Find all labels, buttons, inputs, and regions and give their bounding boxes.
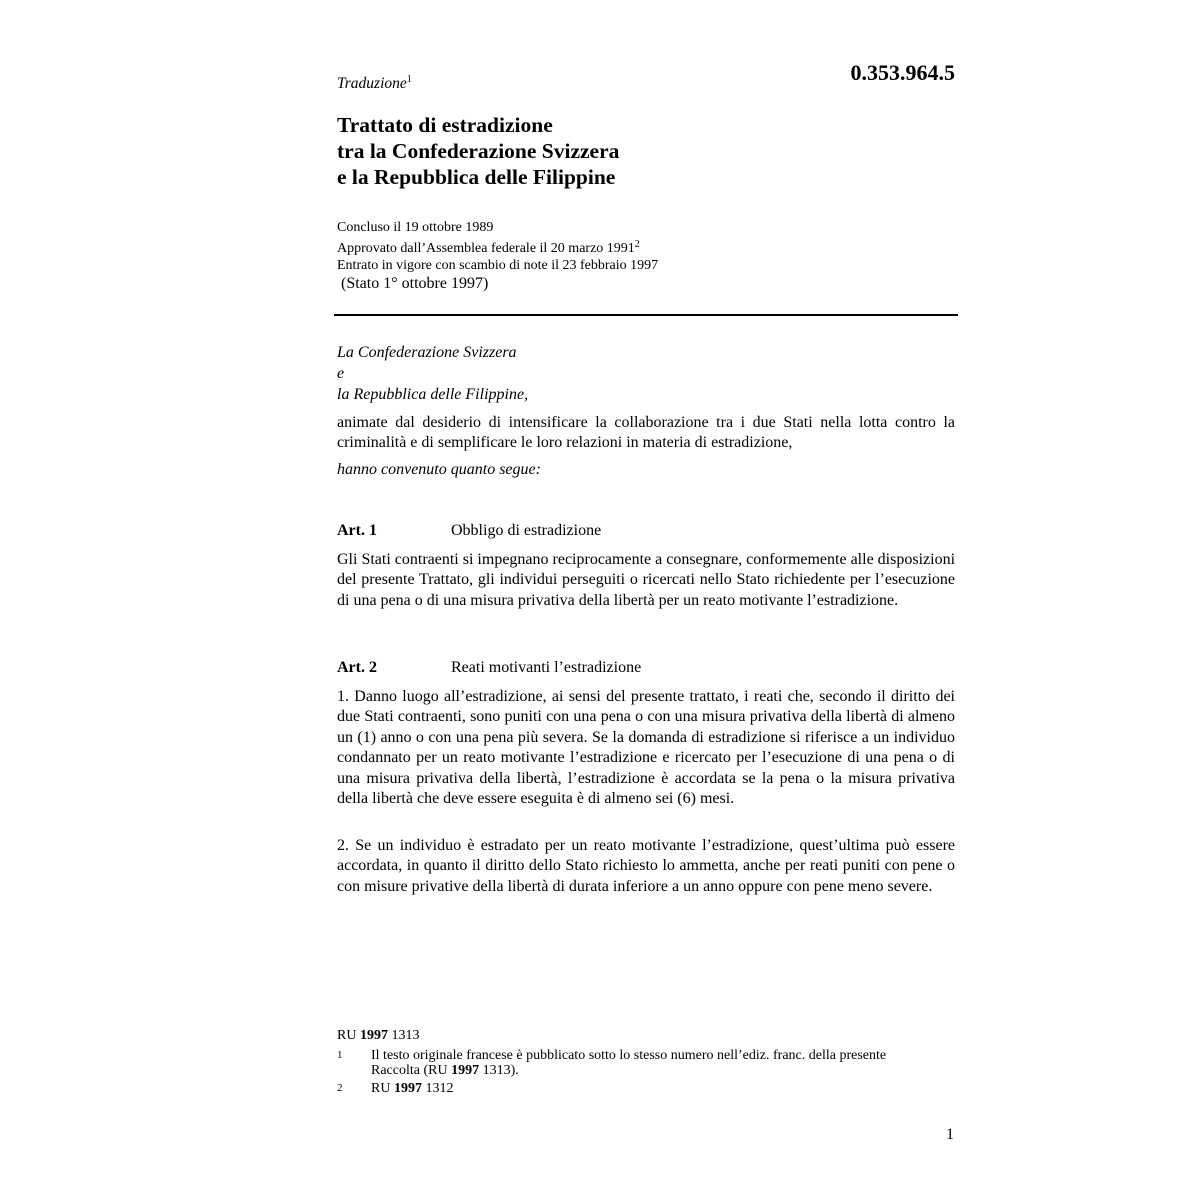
document-title	[337, 112, 619, 190]
status-date: (Stato 1° ottobre 1997)	[341, 275, 489, 292]
footnote-2-text-before: RU	[371, 1081, 391, 1096]
footnote-2-text-after: 1312	[425, 1081, 454, 1096]
header-divider	[334, 314, 958, 316]
article-2-title: Reati motivanti l’estradizione	[451, 659, 642, 676]
footnote-2-mark: 2	[337, 1082, 343, 1094]
footnote-2	[337, 1081, 937, 1096]
sr-number: 0.353.964.5	[850, 60, 955, 85]
article-2-paragraph-2: 2. Se un individuo è estradato per un reato motivante l’estradizione, quest’ultima può essere accordata, in quanto il diritto dello Stato richiesto lo ammetta, anche per reati puniti con pene o con misure privative della libertà di durata inferiore a un anno oppure con pene meno severe.	[337, 837, 955, 895]
title-line-2: tra la Confederazione Svizzera	[337, 139, 620, 163]
footnote-1-text	[371, 1048, 937, 1078]
footnote-ref-2[interactable]: 2	[634, 239, 640, 250]
article-1-title: Obbligo di estradizione	[451, 522, 602, 539]
preamble-party-1: La Confederazione Svizzera	[337, 344, 517, 361]
preamble-agreed: hanno convenuto quanto segue:	[337, 461, 541, 478]
title-line-1: Trattato di estradizione	[337, 113, 553, 137]
footnote-1-text-after: 1313).	[482, 1063, 519, 1078]
page-number: 1	[946, 1126, 954, 1143]
footnote-2-year: 1997	[393, 1081, 422, 1096]
preamble-text: animate dal desiderio di intensificare la collaborazione tra i due Stati nella lotta contro la criminalità e di semplificare le loro relazioni in materia di estradizione,	[337, 414, 955, 452]
footnote-1-year: 1997	[451, 1063, 480, 1078]
ru-reference	[337, 1028, 937, 1043]
footnote-1-mark: 1	[337, 1049, 343, 1061]
footnote-1	[337, 1048, 937, 1078]
treaty-dates	[337, 219, 658, 274]
ru-page: 1313	[391, 1028, 420, 1043]
in-force-date: Entrato in vigore con scambio di note il 23 febbraio 1997	[337, 258, 659, 273]
ru-year: 1997	[359, 1028, 388, 1043]
article-2-paragraph-1: 1. Danno luogo all’estradizione, ai sensi del presente trattato, i reati che, secondo il diritto dei due Stati contraenti, sono puniti con una pena o con una misura privativa della libertà di almeno un (1) anno o con una pena più severa. Se la domanda di estradizione si riferisce a un individuo condannato per un reato motivante l’estradizione e ricercato per l’esecuzione di una pena o di una misura privativa della libertà, l’estradizione è accordata se la pena o la misura privativa della libertà che deve essere eseguita è di almeno sei (6) mesi.	[337, 688, 955, 808]
approved-date	[337, 236, 658, 257]
footnote-ref-1[interactable]: 1	[406, 74, 412, 85]
article-2-number: Art. 2	[337, 659, 377, 676]
ru-prefix: RU	[337, 1028, 357, 1043]
translation-note	[337, 74, 412, 93]
article-1-number: Art. 1	[337, 522, 377, 539]
concluded-date: Concluso il 19 ottobre 1989	[337, 220, 494, 235]
article-1-paragraph: Gli Stati contraenti si impegnano reciprocamente a consegnare, conformemente alle disposizioni del presente Trattato, gli individui perseguiti o ricercati nello Stato richiedente per l’esecuzione di una pena o di una misura privativa della libertà per un reato motivante l’estradizione.	[337, 551, 956, 609]
approved-date-text: Approvato dall’Assemblea federale il 20 marzo 1991	[337, 241, 635, 256]
footnote-2-text	[371, 1081, 937, 1096]
title-line-3: e la Repubblica delle Filippine	[337, 165, 616, 189]
footnote-1-text-before: Il testo originale francese è pubblicato sotto lo stesso numero nell’ediz. franc. della presente Raccolta (RU	[371, 1048, 887, 1078]
article-1-heading	[337, 522, 955, 540]
preamble-conjunction: e	[337, 365, 345, 382]
translation-label: Traduzione	[337, 75, 407, 92]
preamble-party-2: la Repubblica delle Filippine,	[337, 386, 529, 403]
article-2-heading	[337, 659, 955, 677]
